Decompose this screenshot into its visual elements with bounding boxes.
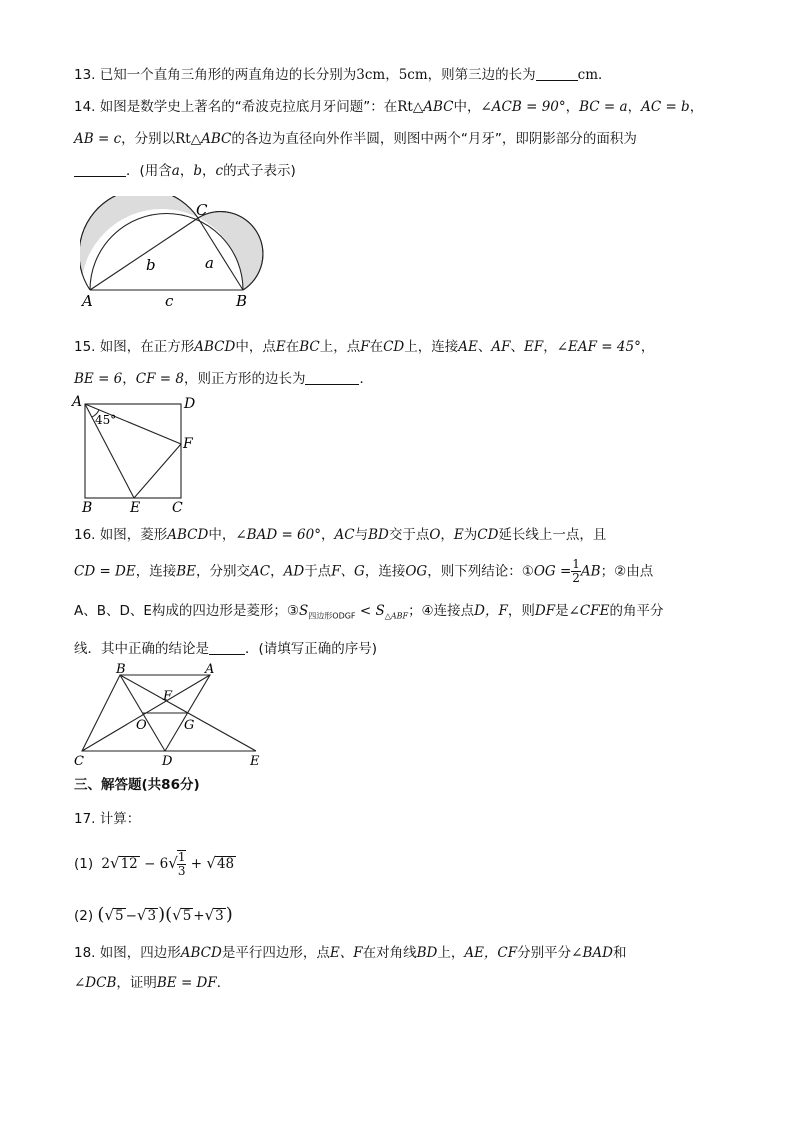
- q16-text-q: ；④连接点: [408, 603, 475, 619]
- q16-o: O: [429, 527, 441, 543]
- q14-text-d: 的各边为直径向外作半圆，则图中两个“月牙”，即阴影部分的面积为: [231, 131, 637, 147]
- q18-be-df: BE = DF: [156, 975, 217, 991]
- label-G: G: [184, 718, 195, 733]
- q13-sep: ，: [385, 67, 399, 83]
- label-C: C: [74, 754, 84, 769]
- radical-icon: √: [136, 906, 147, 924]
- q14-var-b: b: [193, 163, 202, 179]
- q15-text-g: ，则正方形的边长为: [183, 371, 306, 387]
- q16-text-f: ，: [440, 527, 454, 543]
- q15-text-f: 上，连接: [404, 339, 459, 355]
- q16-text-o: ；②由点: [600, 563, 654, 580]
- q16-frac-den: 2: [572, 571, 580, 585]
- q16-text-h: 延长线上一点，且: [498, 527, 607, 543]
- q15-text-c: 在: [285, 339, 300, 355]
- q15-text-b: 中，点: [235, 339, 276, 355]
- q18-text-g: ，证明: [116, 975, 157, 991]
- q16-lt: <: [355, 603, 376, 619]
- q15-text-e: 在: [369, 339, 384, 355]
- label-A: A: [205, 663, 215, 677]
- q15-ef: EF: [523, 339, 544, 355]
- q15-sep: 、: [477, 339, 492, 355]
- figure-16-rhombus-diagram: [70, 663, 270, 771]
- label-O: O: [136, 718, 147, 733]
- label-D: D: [184, 396, 196, 412]
- question-13: [74, 66, 612, 84]
- q14-ac: AC = b: [641, 99, 690, 115]
- q17-p2-radicand-4: 3: [215, 908, 224, 924]
- q15-point-f: F: [360, 339, 370, 355]
- q15-text-d: 上，点: [319, 339, 361, 355]
- q15-af: AF: [491, 339, 511, 355]
- q16-text-b: 中，: [208, 527, 236, 543]
- q18-ae-cf: AE，CF: [464, 945, 518, 961]
- q16-fraction: [571, 558, 581, 585]
- q15-sep: ，: [122, 371, 136, 387]
- q18-end: ．: [216, 975, 231, 991]
- label-C: C: [196, 201, 208, 219]
- q16-cd-de: CD = DE: [74, 563, 136, 580]
- q15-text: 15. 如图，在正方形: [74, 339, 195, 355]
- q16-sub-quad: 四边形ODGF: [308, 611, 356, 621]
- q16-text-t: 的角平分: [609, 603, 664, 619]
- q14-angle: ∠ACB = 90°: [480, 99, 566, 115]
- q17-p2-plus: +: [193, 908, 205, 924]
- question-15-line-2: [74, 370, 373, 388]
- q16-angle: ∠BAD = 60°: [235, 527, 321, 543]
- q18-ef: E、F: [329, 945, 363, 961]
- question-16-line-3: [74, 602, 663, 626]
- segment-be: [120, 675, 256, 751]
- q17-p1-num: 1: [177, 849, 186, 864]
- q18-bad: ∠BAD: [571, 945, 613, 961]
- q13-answer-blank[interactable]: [536, 66, 578, 81]
- q16-og: OG: [405, 563, 428, 580]
- label-E: E: [130, 500, 141, 516]
- q16-df-pts: D，F: [474, 603, 508, 619]
- q16-bd: BD: [368, 527, 389, 543]
- q15-cd: CD: [383, 339, 405, 355]
- radical-icon: √: [110, 854, 120, 872]
- question-18-line-1: [74, 944, 626, 962]
- label-A: A: [82, 292, 93, 310]
- q17-p1-den: 3: [177, 863, 186, 878]
- lune-left: [80, 196, 198, 290]
- q14-text-c: ，分别以: [121, 131, 176, 147]
- q16-text-j: ，分别交: [196, 563, 251, 580]
- q16-text-u: 线．其中正确的结论是: [74, 641, 209, 657]
- radical-icon: √: [204, 906, 215, 924]
- question-14-line-1: [74, 98, 703, 116]
- q16-ab: AB: [580, 563, 601, 580]
- label-B: B: [236, 292, 248, 310]
- q18-text-e: 分别平分: [517, 945, 572, 961]
- q17-p2-minus: −: [125, 908, 137, 924]
- question-17-title: 17. 计算：: [74, 811, 141, 827]
- radical-icon: √: [168, 854, 178, 872]
- label-B: B: [116, 663, 126, 677]
- q15-angle: ∠EAF = 45°: [556, 339, 641, 355]
- q14-var-a: a: [171, 163, 180, 179]
- q15-sep: ，: [640, 339, 655, 355]
- q17-p1-radicand-3: 48: [216, 856, 235, 872]
- label-c: c: [165, 292, 174, 310]
- q14-text: 14. 如图是数学史上著名的“希波克拉底月牙问题”：在: [74, 99, 398, 115]
- label-B: B: [82, 500, 93, 516]
- q14-bc: BC = a: [579, 99, 628, 115]
- paren-open-icon: (: [97, 904, 105, 925]
- q17-p2-radicand-2: 3: [147, 908, 157, 924]
- q15-sep: 、: [510, 339, 524, 355]
- q14-sep: ，: [202, 163, 216, 179]
- q15-answer-blank[interactable]: [305, 370, 359, 385]
- q14-text-f: 的式子表示): [223, 163, 296, 179]
- q15-point-e: E: [275, 339, 286, 355]
- radical-icon: √: [206, 854, 216, 872]
- label-E: E: [250, 754, 260, 769]
- q15-ae: AE: [458, 339, 478, 355]
- label-D: D: [162, 754, 173, 769]
- q14-text-b: 中，: [453, 99, 481, 115]
- paren-close-icon: ): [225, 904, 233, 925]
- label-F: F: [163, 689, 173, 704]
- radical-icon: √: [172, 906, 182, 924]
- label-b: b: [146, 256, 156, 274]
- q18-text-f: 和: [612, 945, 627, 961]
- q16-s-tri: S: [375, 603, 385, 619]
- q16-text-v: ．(请填写正确的序号): [245, 641, 378, 657]
- q16-text-c: ，: [320, 527, 335, 543]
- paren-open-icon: (: [165, 904, 173, 925]
- q16-text: 16. 如图，菱形: [74, 527, 168, 543]
- q16-og-eq: OG =: [533, 563, 572, 580]
- section-3-heading: 三、解答题(共86分): [74, 777, 200, 793]
- label-A: A: [72, 394, 83, 410]
- q14-comma: ，: [565, 99, 580, 115]
- figure-15-square-diagram: [70, 392, 200, 516]
- q16-s-quad: S: [299, 603, 309, 619]
- q16-sub-tri: △ABF: [384, 611, 409, 621]
- q14-rt-2: Rt: [175, 131, 191, 147]
- question-15-line-1: [74, 338, 654, 356]
- q15-sep: ，: [543, 339, 557, 355]
- q17-p1-coef-2: 6: [159, 856, 169, 872]
- q14-triangle: △ABC: [412, 99, 454, 115]
- q16-text-r: ，则: [507, 603, 535, 619]
- q13-text: 13. 已知一个直角三角形的两直角边的长分别为: [74, 67, 357, 83]
- q17-p2-radicand-3: 5: [182, 908, 192, 924]
- q15-be: BE = 6: [74, 371, 123, 387]
- q17-p2-radicand-1: 5: [115, 908, 124, 924]
- q15-end: ．: [359, 371, 373, 387]
- q16-text-s: 是: [555, 603, 569, 619]
- q17-p2-label: (2): [74, 908, 94, 924]
- q15-square: ABCD: [194, 339, 236, 355]
- q18-dcb: ∠DCB: [74, 975, 117, 991]
- q18-text-c: 在对角线: [362, 945, 417, 961]
- segment-ef: [134, 444, 181, 498]
- q16-ad: AD: [283, 563, 305, 580]
- q16-text-k: ，: [270, 563, 284, 580]
- q16-text-e: 交于点: [388, 527, 430, 543]
- label-a: a: [205, 254, 214, 272]
- q16-text-i: ，连接: [135, 563, 177, 580]
- q18-bd: BD: [416, 945, 438, 961]
- q14-ab: AB = c: [74, 131, 122, 147]
- lune-right: [198, 212, 263, 290]
- q18-text: 18. 如图，四边形: [74, 945, 181, 961]
- q16-ac-2: AC: [250, 563, 271, 580]
- q16-text-d: 与: [354, 527, 369, 543]
- q16-text-p: 构成的四边形是菱形；③: [151, 603, 300, 619]
- q16-frac-num: 1: [572, 557, 580, 571]
- q18-text-b: 是平行四边形，点: [221, 945, 330, 961]
- question-16-line-4: [74, 640, 377, 658]
- q14-comma: ，: [689, 99, 704, 115]
- label-C: C: [172, 500, 183, 516]
- q16-text-n: ，则下列结论：①: [427, 563, 534, 580]
- question-17-part-1: [74, 848, 236, 879]
- q14-rt: Rt: [397, 99, 413, 115]
- question-16-line-1: [74, 526, 606, 544]
- q13-text-2: ，则第三边的长为: [427, 67, 536, 83]
- q13-leg1: 3cm: [356, 67, 386, 83]
- q16-text-g: 为: [463, 527, 478, 543]
- q18-text-d: 上，: [437, 945, 465, 961]
- q14-text-e: ．(用含: [126, 163, 172, 179]
- q17-p1-label: (1): [74, 856, 94, 872]
- q13-unit: cm: [577, 67, 599, 83]
- q17-p1-coef: 2: [101, 856, 111, 872]
- q18-parallelogram: ABCD: [180, 945, 222, 961]
- question-14-line-2: [74, 130, 637, 148]
- q17-p1-plus: +: [190, 856, 203, 872]
- question-16-line-2: [74, 558, 653, 585]
- q17-p1-radicand-1: 12: [120, 856, 138, 872]
- q16-answer-blank[interactable]: [209, 640, 245, 655]
- q16-be: BE: [176, 563, 197, 580]
- q16-cfe: ∠CFE: [568, 603, 610, 619]
- q16-text-l: 于点: [304, 563, 332, 580]
- q17-p1-fraction: [177, 851, 187, 878]
- q16-e: E: [453, 527, 464, 543]
- q16-points: A、B、D、E: [74, 603, 152, 619]
- q14-sep: ，: [179, 163, 194, 179]
- q14-triangle-2: △ABC: [190, 131, 232, 147]
- q16-fg: F、G: [331, 563, 365, 580]
- q14-answer-blank[interactable]: [74, 162, 126, 177]
- q16-df: DF: [534, 603, 556, 619]
- q14-comma: ，: [627, 99, 642, 115]
- q15-cf: CF = 8: [135, 371, 184, 387]
- q16-cd: CD: [477, 527, 499, 543]
- q15-bc: BC: [299, 339, 320, 355]
- q14-var-c: c: [215, 163, 224, 179]
- paren-close-icon: ): [158, 904, 166, 925]
- q16-rhombus: ABCD: [167, 527, 209, 543]
- label-F: F: [183, 436, 193, 452]
- question-18-line-2: [74, 974, 230, 992]
- q13-end: ．: [598, 67, 612, 83]
- q17-p1-minus: −: [144, 856, 156, 872]
- q13-leg2: 5cm: [398, 67, 428, 83]
- q16-ac: AC: [334, 527, 355, 543]
- label-45: 45°: [95, 413, 117, 427]
- figure-14-moon-diagram: [80, 196, 280, 312]
- radical-icon: √: [104, 906, 115, 924]
- question-14-line-3: [74, 162, 296, 180]
- q16-text-m: ，连接: [364, 563, 406, 580]
- question-17-part-2: [74, 902, 233, 929]
